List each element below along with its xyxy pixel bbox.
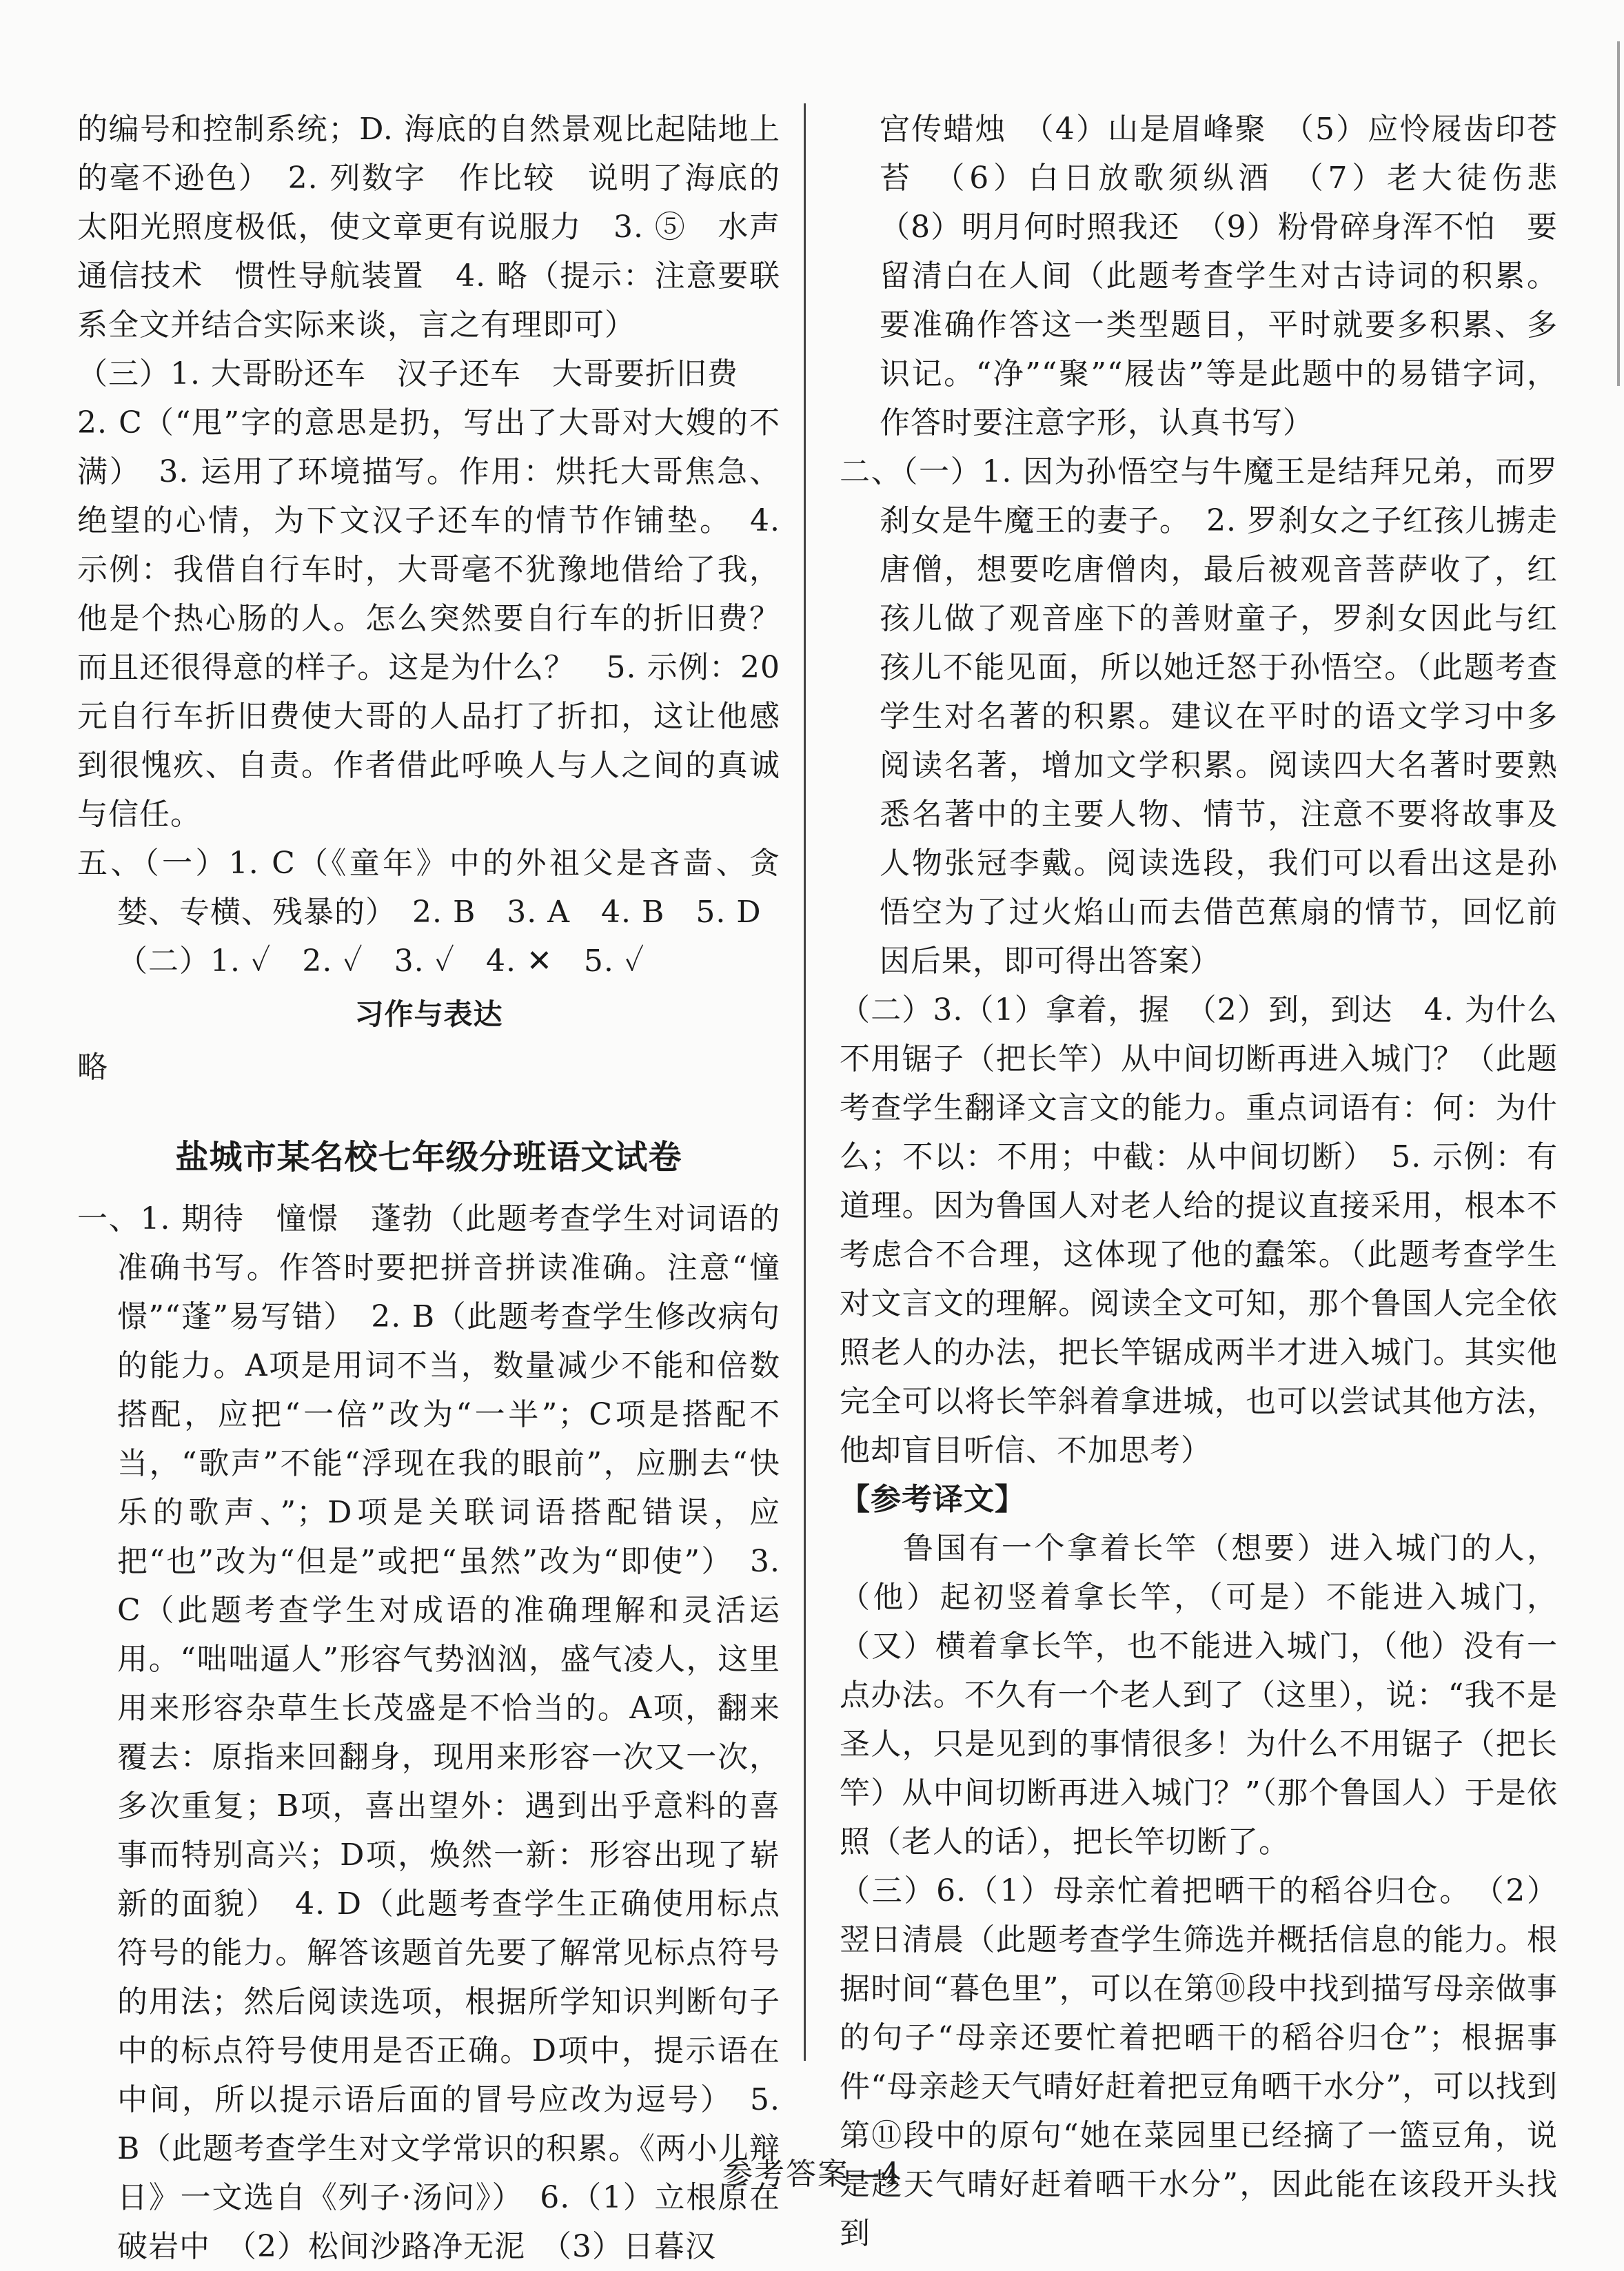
reference-translation-label: 【参考译文】 <box>840 1482 1026 1517</box>
column-divider <box>804 103 806 2061</box>
exam-title: 盐城市某名校七年级分班语文试卷 <box>175 1138 682 1177</box>
left-para-4: 五、（一）1. C（《童年》中的外祖父是吝啬、贪婪、专横、残暴的） 2. B 3. A 4. B 5. D <box>77 846 780 930</box>
left-column <box>77 105 780 2271</box>
page-number: 参考答案—4 <box>722 2157 902 2192</box>
scan-edge-mark <box>1617 41 1620 386</box>
section-heading: 习作与表达 <box>354 997 503 1031</box>
left-para-2: （三）1. 大哥盼还车 汉子还车 大哥要折旧费 <box>77 356 738 391</box>
right-para-1: 宫传蜡烛 （4）山是眉峰聚 （5）应怜屐齿印苍苔 （6）白日放歌须纵酒 （7）老大徒伤悲 （8）明月何时照我还 （9）粉骨碎身浑不怕 要留清白在人间（此题考查学生对古诗词的积累。要准确作答这一类型题目，平时就要多积累、多识记。“净”“聚”“屐齿”等是此题中的易错字词，作答时要注意字形，认真书写） <box>880 112 1589 440</box>
page-footer <box>0 2149 1624 2193</box>
right-para-5: （三）6.（1）母亲忙着把晒干的稻谷归仓。 （2）翌日清晨（此题考查学生筛选并概括信息的能力。根据时间“暮色里”，可以在第⑩段中找到描写母亲做事的句子“母亲还要忙着把晒干的稻谷归仓”；根据事件“母亲趁天气晴好赶着把豆角晒干水分”，可以找到第⑪段中的原句“她在菜园里已经摘了一篮豆角，说是趁天气晴好赶着晒干水分”，因此能在该段开头找到 <box>840 1873 1558 2251</box>
left-para-7: 一、1. 期待 憧憬 蓬勃（此题考查学生对词语的准确书写。作答时要把拼音拼读准确。注意“憧憬”“蓬”易写错） 2. B（此题考查学生修改病句的能力。A项是用词不当，数量减少不能和倍数搭配，应把“一倍”改为“一半”；C项是搭配不当，“歌声”不能“浮现在我的眼前”，应删去“快乐的歌声、”；D项是关联词语搭配错误，应把“也”改为“但是”或把“虽然”改为“即使”） 3. C（此题考查学生对成语的准确理解和灵活运用。“咄咄逼人”形容气势汹汹，盛气凌人，这里用来形容杂草生长茂盛是不恰当的。A项，翻来覆去：原指来回翻身，现用来形容一次又一次，多次重复；B项，喜出望外：遇到出乎意料的喜事而特别高兴；D项，焕然一新：形容出现了崭新的面貌） 4. D（此题考查学生正确使用标点符号的能力。解答该题首先要了解常见标点符号的用法；然后阅读选项，根据所学知识判断句子中的标点符号使用是否正确。D项中，提示语在中间，所以提示语后面的冒号应改为逗号） 5. B（此题考查学生对文学常识的积累。《两小儿辩日》一文选自《列子·汤问》） 6.（1）立根原在破岩中 （2）松间沙路净无泥 （3）日暮汉 <box>77 1201 780 2264</box>
right-para-4: 鲁国有一个拿着长竿（想要）进入城门的人，（他）起初竖着拿长竿，（可是）不能进入城门，（又）横着拿长竿，也不能进入城门，（他）没有一点办法。不久有一个老人到了（这里），说：“我不是圣人，只是见到的事情很多！为什么不用锯子（把长竿）从中间切断再进入城门？”（那个鲁国人）于是依照（老人的话），把长竿切断了。 <box>840 1531 1558 1860</box>
right-para-3: （二）3.（1）拿着，握 （2）到，到达 4. 为什么不用锯子（把长竿）从中间切断再进入城门？（此题考查学生翻译文言文的能力。重点词语有：何：为什么；不以：不用；中截：从中间切断） 5. 示例：有道理。因为鲁国人对老人给的提议直接采用，根本不考虑合不合理，这体现了他的蠢笨。（此题考查学生对文言文的理解。阅读全文可知，那个鲁国人完全依照老人的办法，把长竿锯成两半才进入城门。其实他完全可以将长竿斜着拿进城，也可以尝试其他方法，他却盲目听信、不加思考） <box>840 992 1558 1468</box>
left-para-1: 的编号和控制系统；D. 海底的自然景观比起陆地上的毫不逊色） 2. 列数字 作比较 说明了海底的太阳光照度极低，使文章更有说服力 3. ⑤ 水声通信技术 惯性导航装置 4. 略（提示：注意要联系全文并结合实际来谈，言之有理即可） <box>77 112 780 343</box>
right-para-2: 二、（一）1. 因为孙悟空与牛魔王是结拜兄弟，而罗刹女是牛魔王的妻子。 2. 罗刹女之子红孩儿掳走唐僧，想要吃唐僧肉，最后被观音菩萨收了，红孩儿做了观音座下的善财童子，罗刹女因此与红孩儿不能见面，所以她迁怒于孙悟空。（此题考查学生对名著的积累。建议在平时的语文学习中多阅读名著，增加文学积累。阅读四大名著时要熟悉名著中的主要人物、情节，注意不要将故事及人物张冠李戴。阅读选段，我们可以看出这是孙悟空为了过火焰山而去借芭蕉扇的情节，回忆前因后果，即可得出答案） <box>840 454 1558 979</box>
left-para-3: 2. C（“甩”字的意思是扔，写出了大哥对大嫂的不满） 3. 运用了环境描写。作用：烘托大哥焦急、绝望的心情，为下文汉子还车的情节作铺垫。 4. 示例：我借自行车时，大哥毫不犹豫地借给了我，他是个热心肠的人。怎么突然要自行车的折旧费？而且还很得意的样子。这是为什么？ 5. 示例：20元自行车折旧费使大哥的人品打了折扣，这让他感到很愧疚、自责。作者借此呼唤人与人之间的真诚与信任。 <box>77 405 780 832</box>
left-para-5: （二）1. ✓ 2. ✓ 3. ✓ 4. ✕ 5. ✓ <box>117 944 645 979</box>
right-column <box>840 105 1589 2258</box>
left-para-6: 略 <box>77 1050 108 1085</box>
